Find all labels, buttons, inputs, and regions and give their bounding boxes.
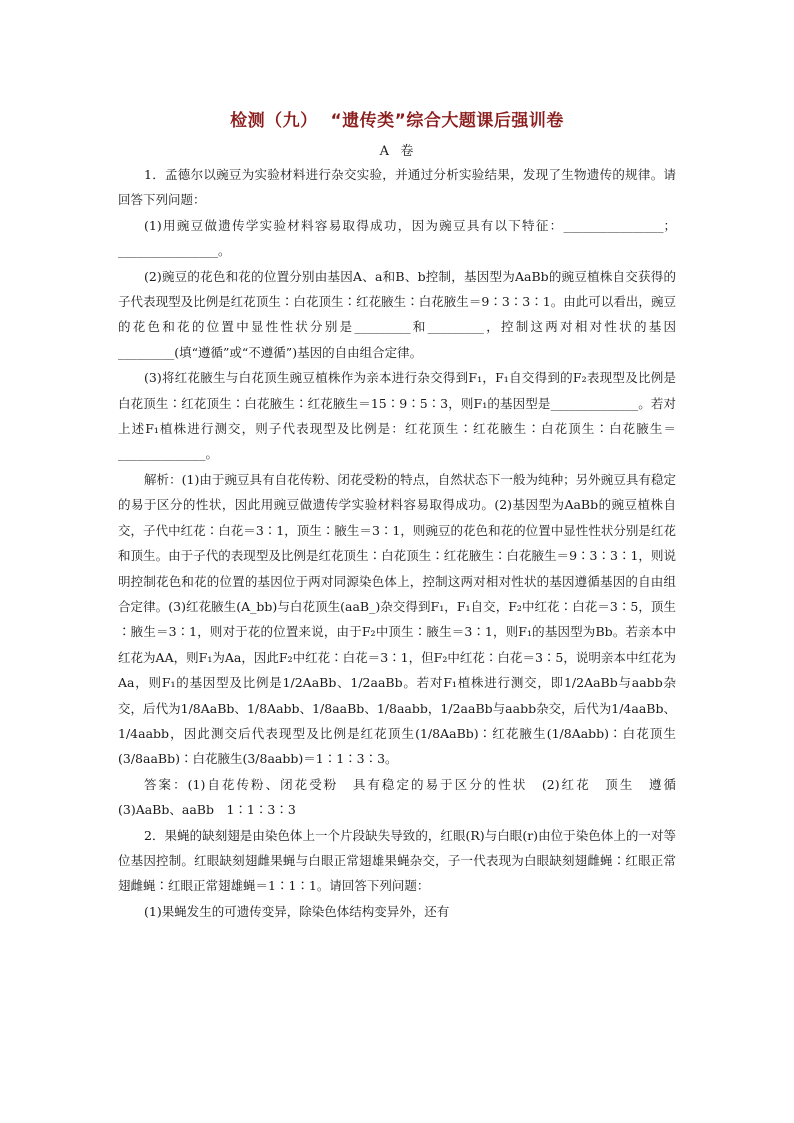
question-1-stem: 1．孟德尔以豌豆为实验材料进行杂交实验，并通过分析实验结果，发现了生物遗传的规律。请回答下列问题： [118, 167, 676, 208]
question-2-part-1: (1)果蝇发生的可遗传变异，除染色体结构变异外，还有 [144, 903, 450, 919]
question-1-part-3: (3)将红花腋生与白花顶生豌豆植株作为亲本进行杂交得到F₁，F₁自交得到的F₂表现型及比例是白花顶生∶红花顶生∶白花腋生∶红花腋生＝15∶9∶5∶3，则F₁的基因型是______________。若对上述F₁植株进行测交，则子代表现型及比例是：红花顶生∶红花腋生∶白花顶生∶白花腋生＝______________。 [118, 370, 676, 462]
question-1-part-2: (2)豌豆的花色和花的位置分别由基因A、a和B、b控制，基因型为AaBb的豌豆植株自交获得的子代表现型及比例是红花顶生∶白花顶生∶红花腋生∶白花腋生＝9∶3∶3∶1。由此可以看出，豌豆的花色和花的位置中显性性状分别是_________和_________，控制这两对相对性状的基因_________(填“遵循”或“不遵循”)基因的自由组合定律。 [118, 268, 676, 360]
question-2-stem: 2．果蝇的缺刻翅是由染色体上一个片段缺失导致的，红眼(R)与白眼(r)由位于染色体上的一对等位基因控制。红眼缺刻翅雌果蝇与白眼正常翅雄果蝇杂交，子一代表现为白眼缺刻翅雌蝇∶红眼正常翅雌蝇∶红眼正常翅雄蝇＝1∶1∶1。请回答下列问题： [118, 827, 676, 894]
question-1-answer: 答案：(1)自花传粉、闭花受粉 具有稳定的易于区分的性状 (2)红花 顶生 遵循 (3)AaBb、aaBb 1∶1∶3∶3 [118, 776, 689, 818]
question-1-analysis: 解析：(1)由于豌豆具有自花传粉、闭花受粉的特点，自然状态下一般为纯种；另外豌豆具有稳定的易于区分的性状，因此用豌豆做遗传学实验材料容易取得成功。(2)基因型为AaBb的豌豆植株自交，子代中红花∶白花＝3∶1，顶生∶腋生＝3∶1，则豌豆的花色和花的位置中显性性状分别是红花和顶生。由于子代的表现型及比例是红花顶生∶白花顶生∶红花腋生∶白花腋生＝9∶3∶3∶1，则说明控制花色和花的位置的基因位于两对同源染色体上，控制这两对相对性状的基因遵循基因的自由组合定律。(3)红花腋生(A_bb)与白花顶生(aaB_)杂交得到F₁，F₁自交，F₂中红花∶白花＝3∶5，顶生∶腋生＝3∶1，则对于花的位置来说，由于F₂中顶生∶腋生＝3∶1，则F₁的基因型为Bb。若亲本中红花为AA，则F₁为Aa，因此F₂中红花∶白花＝3∶1，但F₂中红花∶白花＝3∶5，说明亲本中红花为Aa，则F₁的基因型及比例是1/2AaBb、1/2aaBb。若对F₁植株进行测交，即1/2AaBb与aabb杂交，后代为1/8AaBb、1/8Aabb、1/8aaBb、1/8aabb，1/2aaBb与aabb杂交，后代为1/4aaBb、1/4aabb，因此测交后代表现型及比例是红花顶生(1/8AaBb)∶红花腋生(1/8Aabb)∶白花顶生(3/8aaBb)∶白花腋生(3/8aabb)＝1∶1∶3∶3。 [118, 471, 676, 767]
question-1-part-1: (1)用豌豆做遗传学实验材料容易取得成功，因为豌豆具有以下特征：________________；________________。 [118, 217, 676, 259]
page-title: 检测（九） “遗传类”综合大题课后强训卷 [230, 111, 564, 131]
section-label: A 卷 [379, 144, 415, 159]
document-body [118, 162, 689, 924]
